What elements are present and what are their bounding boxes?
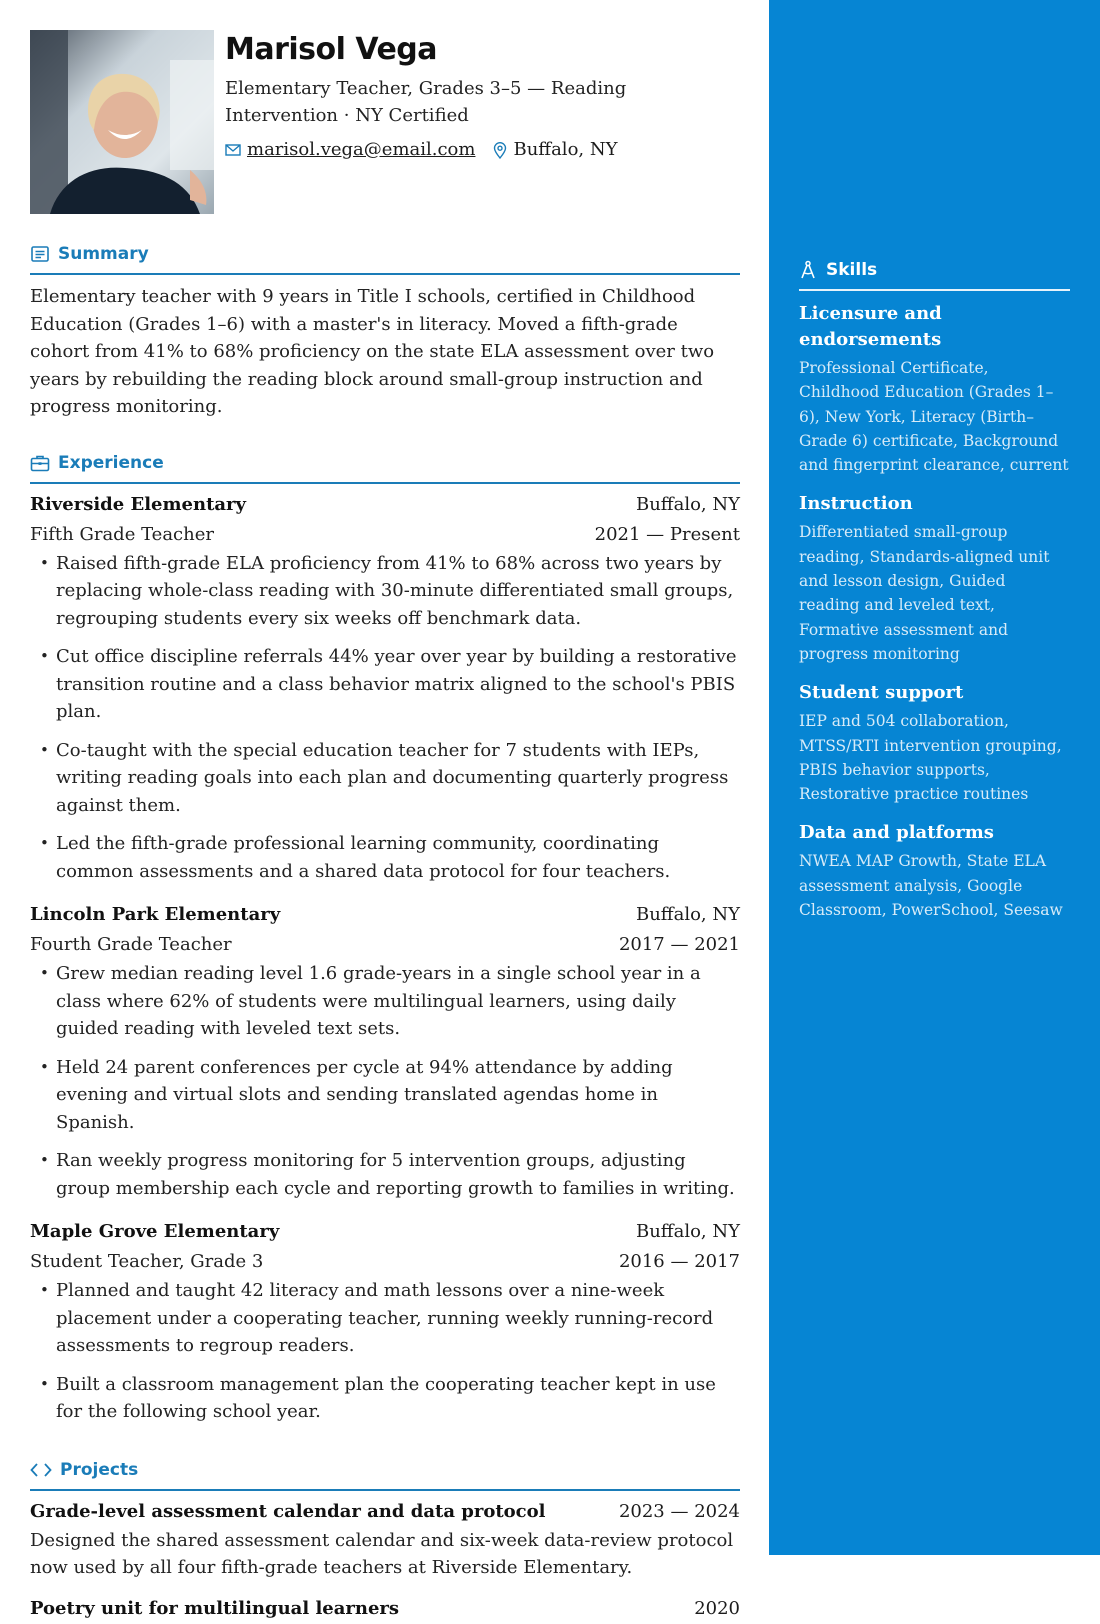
skills-sidebar [769,0,1100,1555]
experience-entry [30,900,740,1202]
achievement-item: • Held 24 parent conferences per cycle at 94% attendance by adding evening and virtual slots and sending translated agendas home in Spanish. [30,1054,740,1137]
job-title: Fifth Grade Teacher [30,523,214,545]
skill-items: Differentiated small-group reading, Standards-aligned unit and lesson design, Guided reading and leveled text, Formative assessment and progress monitoring [799,523,1050,663]
profile-photo [30,30,214,214]
project-title: Poetry unit for multilingual learners [30,1597,400,1619]
section-divider [30,1489,740,1491]
projects-title: Projects [60,1459,139,1480]
map-pin-icon [493,142,507,159]
location-contact [493,137,617,163]
skill-category: Licensure and endorsements [799,303,942,350]
email-contact[interactable] [225,137,475,163]
achievement-item: • Raised fifth-grade ELA proficiency from 41% to 68% across two years by replacing whole-class reading with 30-minute differentiated small groups, regrouping students every six weeks off benchmark data. [30,550,740,633]
employer-name: Riverside Elementary [30,493,246,515]
employer-location: Buffalo, NY [635,493,740,515]
skill-category: Instruction [799,493,913,515]
section-divider [30,482,740,484]
summary-title: Summary [58,244,149,264]
project-entry [30,1594,740,1624]
skills-section [799,257,1070,922]
compass-icon [799,260,817,280]
header-info [225,30,740,214]
project-entry [30,1497,740,1582]
employer-name: Maple Grove Elementary [30,1221,280,1242]
section-divider [30,273,740,275]
email-link[interactable]: marisol.vega@email.com [247,139,476,160]
document-lines-icon [30,245,50,263]
experience-heading [30,450,740,476]
employer-location: Buffalo, NY [635,1221,740,1242]
achievement-list [30,960,740,1202]
skill-category: Student support [799,682,964,704]
skills-heading [799,257,1070,283]
skill-group [799,301,1070,477]
skill-items: Professional Certificate, Childhood Education (Grades 1–6), New York, Literacy (Birth–Grade 6) certificate, Background and fingerprint clearance, current [799,359,1069,475]
summary-heading [30,241,740,267]
achievement-item: • Grew median reading level 1.6 grade-years in a single school year in a class where 62% of students were multilingual learners, using daily guided reading with leveled text sets. [30,960,740,1043]
resume-header [30,30,740,214]
summary-text: Elementary teacher with 9 years in Title I schools, certified in Childhood Education (Grades 1–6) with a master's in literacy. Moved a fifth-grade cohort from 41% to 68% proficiency on the state ELA assessment over two years by rebuilding the reading block around small-group instruction and progress monitoring. [30,286,715,417]
briefcase-icon [30,454,50,472]
projects-heading [30,1457,740,1483]
skill-items: IEP and 504 collaboration, MTSS/RTI intervention grouping, PBIS behavior supports, Restorative practice routines [799,712,1062,804]
code-brackets-icon [30,1462,52,1478]
summary-section [30,241,740,421]
achievement-item: • Co-taught with the special education teacher for 7 students with IEPs, writing reading goals into each plan and documenting quarterly progress against them. [30,737,740,820]
skill-group [799,680,1070,806]
experience-title: Experience [58,452,164,473]
envelope-icon [225,143,241,157]
skill-category: Data and platforms [799,822,994,844]
achievement-item: • Ran weekly progress monitoring for 5 intervention groups, adjusting group membership each cycle and reporting growth to families in writing. [30,1147,740,1202]
project-description: Designed the shared assessment calendar and six-week data-review protocol now used by all four fifth-grade teachers at Riverside Elementary. [30,1529,734,1578]
project-dates: 2020 [694,1597,740,1619]
skill-group [799,820,1070,922]
achievement-item: • Led the fifth-grade professional learning community, coordinating common assessments and a shared data protocol for four teachers. [30,830,740,885]
employer-location: Buffalo, NY [635,904,740,925]
main-column [30,30,740,1624]
skill-group [799,491,1070,666]
job-title: Student Teacher, Grade 3 [30,1251,264,1272]
job-dates: 2017 — 2021 [618,934,740,955]
contact-line [225,137,740,163]
skill-items: NWEA MAP Growth, State ELA assessment analysis, Google Classroom, PowerSchool, Seesaw [799,852,1063,920]
achievement-item: • Cut office discipline referrals 44% year over year by building a restorative transition routine and a class behavior matrix aligned to the school's PBIS plan. [30,643,740,726]
projects-section [30,1457,740,1624]
experience-entry [30,490,740,886]
section-divider [799,289,1070,291]
skills-title: Skills [826,260,878,280]
achievement-list [30,1277,740,1426]
achievement-item: • Planned and taught 42 literacy and math lessons over a nine-week placement under a cooperating teacher, running weekly running-record assessments to regroup readers. [30,1277,740,1360]
project-dates: 2023 — 2024 [618,1500,740,1522]
location-text: Buffalo, NY [513,139,618,160]
candidate-headline: Elementary Teacher, Grades 3–5 — Reading Intervention · NY Certified [225,78,627,126]
achievement-list [30,550,740,886]
project-title: Grade-level assessment calendar and data protocol [30,1500,546,1522]
job-title: Fourth Grade Teacher [30,934,232,955]
experience-entry [30,1217,740,1426]
job-dates: 2021 — Present [594,523,740,545]
experience-section [30,450,740,1426]
achievement-item: • Built a classroom management plan the cooperating teacher kept in use for the following school year. [30,1371,740,1426]
employer-name: Lincoln Park Elementary [30,904,281,925]
candidate-name: Marisol Vega [225,32,438,67]
job-dates: 2016 — 2017 [618,1251,740,1272]
